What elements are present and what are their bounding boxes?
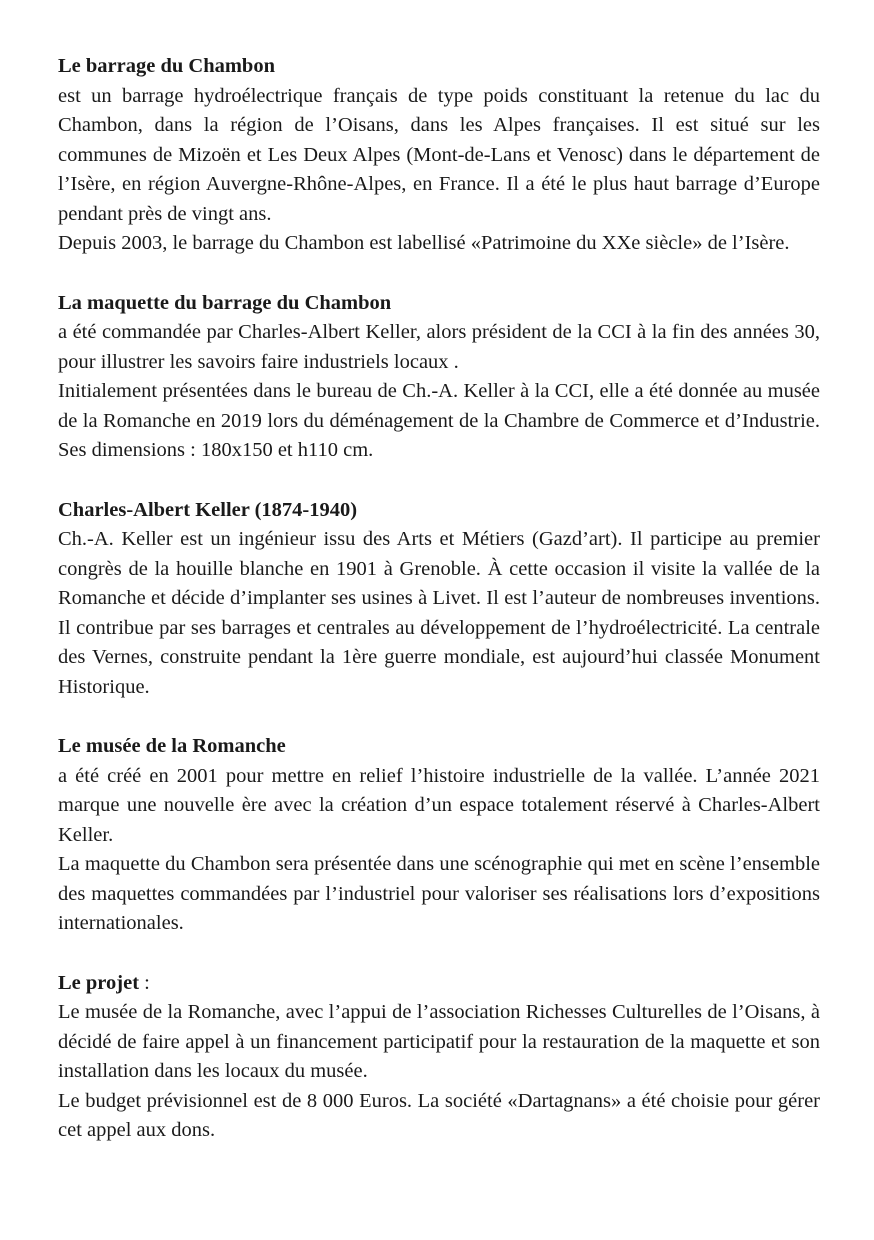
section-paragraph: Le budget prévisionnel est de 8 000 Euros. La société «Dartagnans» a été choisie pour gérer cet appel aux dons. <box>58 1089 820 1141</box>
section-paragraph: Depuis 2003, le barrage du Chambon est labellisé «Patrimoine du XXe siècle» de l’Isère. <box>58 232 790 254</box>
section-paragraph: La maquette du Chambon sera présentée dans une scénographie qui met en scène l’ensemble des maquettes commandées par l’industriel pour valoriser ses réalisations lors d’expositions internationales. <box>58 853 820 934</box>
section-paragraph: a été commandée par Charles-Albert Keller, alors président de la CCI à la fin des années 30, pour illustrer les savoirs faire industriels locaux . <box>58 321 820 373</box>
section-heading <box>58 969 820 999</box>
section-paragraph: est un barrage hydroélectrique français de type poids constituant la retenue du lac du Chambon, dans la région de l’Oisans, dans les Alpes françaises. Il est situé sur les communes de Mizoën et Les Deux Alpes (Mont-de-Lans et Venosc) dans le département de l’Isère, en région Auvergne-Rhône-Alpes, en France. Il a été le plus haut barrage d’Europe pendant près de vingt ans. <box>58 84 820 225</box>
section-keller <box>58 496 820 703</box>
section-heading-text: Le projet <box>58 971 140 994</box>
section-barrage-chambon <box>58 52 820 259</box>
section-paragraph: Initialement présentées dans le bureau de Ch.-A. Keller à la CCI, elle a été donnée au musée de la Romanche en 2019 lors du déménagement de la Chambre de Commerce et d’Industrie. Ses dimensions : 180x150 et h110 cm. <box>58 380 820 461</box>
section-maquette <box>58 289 820 466</box>
document-page <box>58 52 820 1176</box>
section-heading: Charles-Albert Keller (1874-1940) <box>58 498 358 521</box>
section-heading: La maquette du barrage du Chambon <box>58 291 392 314</box>
section-heading-suffix: : <box>139 971 150 994</box>
section-musee <box>58 732 820 939</box>
section-projet <box>58 969 820 1146</box>
section-paragraph: Ch.-A. Keller est un ingénieur issu des Arts et Métiers (Gazd’art). Il participe au premier congrès de la houille blanche en 1901 à Grenoble. À cette occasion il visite la vallée de la Romanche et décide d’implanter ses usines à Livet. Il est l’auteur de nombreuses inventions. Il contribue par ses barrages et centrales au développement de l’hydroélectricité. La centrale des Vernes, construite pendant la 1ère guerre mondiale, est aujourd’hui classée Monument Historique. <box>58 528 820 698</box>
section-heading: Le barrage du Chambon <box>58 55 275 77</box>
section-paragraph: a été créé en 2001 pour mettre en relief l’histoire industrielle de la vallée. L’année 2021 marque une nouvelle ère avec la création d’un espace totalement réservé à Charles-Albert Keller. <box>58 764 820 846</box>
section-heading: Le musée de la Romanche <box>58 735 286 757</box>
section-paragraph: Le musée de la Romanche, avec l’appui de l’association Richesses Culturelles de l’Oisans, à décidé de faire appel à un financement participatif pour la restauration de la maquette et son installation dans les locaux du musée. <box>58 1001 820 1082</box>
